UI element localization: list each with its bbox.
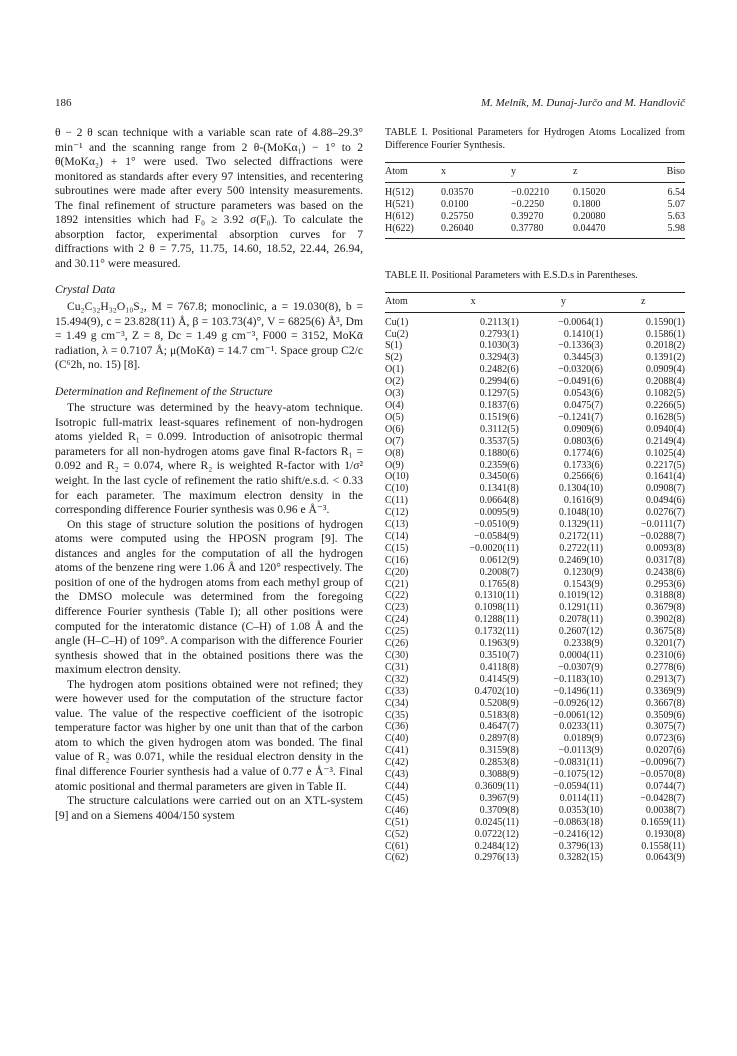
table2-cell: −0.0570(8) xyxy=(640,769,685,781)
table2-cell: 0.0803(6) xyxy=(563,435,603,447)
table2-cell: −0.0831(11) xyxy=(553,757,603,769)
table2-row xyxy=(385,638,685,650)
table2-cell: C(21) xyxy=(385,578,409,590)
table2-cell: 0.1329(11) xyxy=(559,519,603,531)
table2-cell: C(36) xyxy=(385,721,409,733)
table2-cell: C(24) xyxy=(385,614,409,626)
table1-cell: 0.04470 xyxy=(573,222,606,234)
table1-row xyxy=(385,199,685,211)
table2-cell: 0.1765(8) xyxy=(479,578,519,590)
table2-cell: 0.1291(11) xyxy=(559,602,603,614)
table2-cell: 0.2793(1) xyxy=(479,328,519,340)
table2-cell: 0.2172(11) xyxy=(559,530,603,542)
table2-cell: 0.1288(11) xyxy=(475,614,519,626)
table2-cell: 0.1048(10) xyxy=(558,507,603,519)
table2-row xyxy=(385,460,685,472)
table2-row xyxy=(385,674,685,686)
table2-cell: 0.2853(8) xyxy=(479,757,519,769)
table2-row xyxy=(385,757,685,769)
table2-cell: 0.0093(8) xyxy=(645,542,685,554)
table2-row xyxy=(385,555,685,567)
table2-cell: 0.0643(9) xyxy=(645,852,685,864)
table2-header-x: x xyxy=(443,292,527,312)
table2-cell: 0.2994(6) xyxy=(479,376,519,388)
table2-row xyxy=(385,626,685,638)
table1-cell: H(622) xyxy=(385,222,414,234)
table2-cell: S(2) xyxy=(385,352,403,364)
table1-cell: −0.2250 xyxy=(511,198,545,210)
table2-cell: 0.2008(7) xyxy=(479,566,519,578)
table2-cell: 0.0543(6) xyxy=(563,388,603,400)
table2-cell: 0.4145(9) xyxy=(479,673,519,685)
table2-cell: C(22) xyxy=(385,590,409,602)
table2-cell: 0.3159(8) xyxy=(479,745,519,757)
table2-cell: 0.4647(7) xyxy=(479,721,519,733)
table2-row xyxy=(385,448,685,460)
table2-cell: −0.0320(6) xyxy=(558,364,603,376)
table2-cell: 0.2359(6) xyxy=(479,459,519,471)
table2-cell: 0.2078(11) xyxy=(559,614,603,626)
table2-cell: −0.1241(7) xyxy=(558,411,603,423)
table2-cell: 0.2338(9) xyxy=(563,638,603,650)
table2-row xyxy=(385,312,685,328)
paragraph-crystal-data: Cu₂C₃₂H₃₂O₁₀S₂, M = 767.8; monoclinic, a = 19.030(8), b = 15.494(9), c = 23.828(11) Å, β = 103.73(4)°, V = 6825(6) Å³, Dm = 1.49 g cm⁻³, Z = 8, Dc = 1.49 g cm⁻³, F000 = 3152, MoKᾱ radiation, λ = 0.7107 Å; μ(MoKᾱ) = 14.7 cm⁻¹. Space group C2/c (C⁶2h, no. 15) [8]. xyxy=(55,300,363,372)
table2-cell: −0.1183(10) xyxy=(553,673,603,685)
table2-cell: −0.0064(1) xyxy=(558,316,603,328)
table2-cell: O(8) xyxy=(385,447,404,459)
table2-cell: −0.0428(7) xyxy=(640,792,685,804)
table2-cell: −0.0061(12) xyxy=(553,709,603,721)
table2-cell: −0.0096(7) xyxy=(640,757,685,769)
table2-cell: C(25) xyxy=(385,626,409,638)
table2-cell: 0.1963(9) xyxy=(479,638,519,650)
table2-cell: C(62) xyxy=(385,852,409,864)
table2-cell: C(16) xyxy=(385,554,409,566)
table2-header-y: y xyxy=(527,292,611,312)
table2-row xyxy=(385,340,685,352)
table2-cell: 0.1774(6) xyxy=(563,447,603,459)
table2-cell: −0.2416(12) xyxy=(553,828,603,840)
table2-cell: 0.0207(6) xyxy=(645,745,685,757)
table2-cell: 0.0353(10) xyxy=(558,804,603,816)
table1-header-atom: Atom xyxy=(385,163,441,183)
table2-cell: 0.0114(11) xyxy=(559,792,603,804)
table2-cell: 0.3796(13) xyxy=(558,840,603,852)
table1-header-x: x xyxy=(441,163,511,183)
table2-cell: 0.1659(11) xyxy=(641,816,685,828)
table2-cell: 0.3075(7) xyxy=(645,721,685,733)
table2-cell: 0.3509(6) xyxy=(645,709,685,721)
table2-cell: −0.0307(9) xyxy=(558,661,603,673)
table2-row xyxy=(385,721,685,733)
table2-cell: 0.4118(8) xyxy=(480,661,519,673)
table2-cell: C(10) xyxy=(385,483,409,495)
table2-cell: 0.1641(4) xyxy=(645,471,685,483)
paragraph-determination-3: The hydrogen atom positions obtained were not refined; they were however used for the computation of the structure factor value. The value of the respective coefficient of the isotropic temperature factor was higher by one unit than that of the carbon atom to which the given hydrogen atom was bonded. The final value of R₂ was 0.071, while the residual electron density in the final difference Fourier synthesis had a value of 0.77 e Å⁻³. Final atomic positional and thermal parameters are given in Table II. xyxy=(55,677,363,793)
table2-cell: 0.2953(6) xyxy=(645,578,685,590)
table2-cell: 0.2018(2) xyxy=(645,340,685,352)
table2-cell: 0.2566(6) xyxy=(563,471,603,483)
table2-cell: 0.3188(8) xyxy=(645,590,685,602)
paragraph-determination-2: On this stage of structure solution the positions of hydrogen atoms were computed using the HPOSN program [9]. The distances and angles for the computation of all the hydrogen atoms of the benzene ring were 1.06 Å and 120° respectively. The position of one of the hydrogen atoms from each methyl group of the DMSO molecule was determined from the foregoing difference Fourier synthesis (Table I); all other positions were computed for the interatomic distance (C–H) of 1.08 Å and the angle (H–C–H) of 109°. A comparison with the difference Fourier synthesis showed that in the obtained positions there was the maximum electron density. xyxy=(55,517,363,677)
table2-cell: 0.0004(11) xyxy=(559,650,603,661)
table2-row xyxy=(385,364,685,376)
table2-cell: 0.1590(1) xyxy=(645,316,685,328)
table2-cell: 0.2438(6) xyxy=(645,566,685,578)
table2-row xyxy=(385,579,685,591)
table2-cell: 0.0664(8) xyxy=(479,495,519,507)
table2-cell: 0.5208(9) xyxy=(479,697,519,709)
table2-cell: C(30) xyxy=(385,650,409,661)
table2-cell: 0.0908(7) xyxy=(645,483,685,495)
table2-cell: C(33) xyxy=(385,685,409,697)
table2-row xyxy=(385,483,685,495)
table2-row xyxy=(385,817,685,829)
table2-cell: 0.0722(12) xyxy=(474,828,519,840)
table2-cell: −0.0491(6) xyxy=(558,376,603,388)
table2-cell: O(1) xyxy=(385,364,404,376)
table2-row xyxy=(385,436,685,448)
table2-row xyxy=(385,662,685,674)
table2-cell: −0.0288(7) xyxy=(640,530,685,542)
table2-cell: 0.1297(5) xyxy=(479,388,519,400)
table2-cell: 0.3369(9) xyxy=(645,685,685,697)
table2-cell: 0.1310(11) xyxy=(475,590,519,602)
table2-row xyxy=(385,614,685,626)
table2-cell: C(23) xyxy=(385,602,409,614)
table2-row xyxy=(385,543,685,555)
table2-row xyxy=(385,590,685,602)
table1-body xyxy=(385,183,685,239)
table2-cell: 0.0038(7) xyxy=(645,804,685,816)
table2-cell: 0.0233(11) xyxy=(559,721,603,733)
table2-row xyxy=(385,781,685,793)
table2-row xyxy=(385,352,685,364)
table2-cell: 0.1616(9) xyxy=(563,495,603,507)
table2-cell: C(52) xyxy=(385,828,409,840)
table2-cell: 0.1019(12) xyxy=(558,590,603,602)
table2-cell: 0.1025(4) xyxy=(645,447,685,459)
table2-cell: 0.3537(5) xyxy=(479,435,519,447)
table1-cell: H(612) xyxy=(385,210,414,222)
table1-cell: −0.02210 xyxy=(511,187,550,198)
heading-crystal-data: Crystal Data xyxy=(55,283,116,297)
table2-cell: 0.3450(6) xyxy=(479,471,519,483)
table2-cell: −0.0020(11) xyxy=(469,542,519,554)
table2-cell: 0.1586(1) xyxy=(645,328,685,340)
table2-cell: 0.1543(9) xyxy=(563,578,603,590)
table2-cell: −0.0111(7) xyxy=(640,519,685,531)
table2-cell: −0.1336(3) xyxy=(558,340,603,352)
table2-cell: 0.2469(10) xyxy=(558,554,603,566)
table2-cell: 0.2607(12) xyxy=(558,626,603,638)
table2-cell: −0.1496(11) xyxy=(553,685,603,697)
table2-row xyxy=(385,424,685,436)
running-head: M. Melník, M. Dunaj-Jurčo and M. Handlovič xyxy=(480,97,685,109)
table2-cell: S(1) xyxy=(385,340,403,352)
table2-header-row xyxy=(385,292,685,312)
table2-cell: 0.1391(2) xyxy=(645,352,685,364)
table2-cell: C(20) xyxy=(385,566,409,578)
table2-cell: 0.1098(11) xyxy=(475,602,519,614)
table2-cell: C(35) xyxy=(385,709,409,721)
table1-row xyxy=(385,211,685,223)
table2-cell: 0.3679(8) xyxy=(645,602,685,614)
table2-cell: O(6) xyxy=(385,423,404,435)
table2-cell: 0.0095(9) xyxy=(479,507,519,519)
table2-row xyxy=(385,329,685,341)
table2-row xyxy=(385,805,685,817)
table1-row xyxy=(385,223,685,238)
table2-row xyxy=(385,829,685,841)
table2-cell: 0.3667(8) xyxy=(645,697,685,709)
table2-row xyxy=(385,769,685,781)
table2-cell: 0.3709(8) xyxy=(479,804,519,816)
table2-row xyxy=(385,376,685,388)
table2-cell: 0.3294(3) xyxy=(479,352,519,364)
table2-row xyxy=(385,745,685,757)
table2-cell: C(42) xyxy=(385,757,409,769)
table1-cell: 0.26040 xyxy=(441,222,474,234)
table1-cell: 0.20080 xyxy=(573,210,606,222)
table2-cell: 0.3445(3) xyxy=(563,352,603,364)
table2-row xyxy=(385,519,685,531)
table2-cell: 0.0909(6) xyxy=(563,423,603,435)
table2-cell: 0.0494(6) xyxy=(645,495,685,507)
table2-cell: C(15) xyxy=(385,542,409,554)
table1-cell: 0.1800 xyxy=(573,198,601,210)
table2-cell: 0.3112(5) xyxy=(480,423,519,435)
table2-cell: C(12) xyxy=(385,507,409,519)
table1-cell: 5.98 xyxy=(667,222,685,234)
table2-cell: C(11) xyxy=(385,495,408,507)
table2-cell: 0.1341(8) xyxy=(479,483,519,495)
table2-row xyxy=(385,793,685,805)
table2-cell: 0.5183(8) xyxy=(479,709,519,721)
table2-cell: C(45) xyxy=(385,792,409,804)
table2-cell: −0.0510(9) xyxy=(474,519,519,531)
table2-cell: C(41) xyxy=(385,745,409,757)
table2-caption: TABLE II. Positional Parameters with E.S.D.s in Parentheses. xyxy=(385,269,638,281)
table2-cell: −0.0926(12) xyxy=(553,697,603,709)
table2-cell: 0.1410(1) xyxy=(563,328,603,340)
table2-row xyxy=(385,412,685,424)
table2-row xyxy=(385,602,685,614)
table2-cell: 0.3510(7) xyxy=(479,650,519,661)
table2-cell: 0.3282(15) xyxy=(558,852,603,864)
table2-cell: 0.1837(6) xyxy=(479,399,519,411)
table2-cell: 0.2482(6) xyxy=(479,364,519,376)
table2-cell: O(7) xyxy=(385,435,404,447)
table2-cell: 0.1732(11) xyxy=(475,626,519,638)
table2-cell: 0.1030(3) xyxy=(479,340,519,352)
table2-cell: O(2) xyxy=(385,376,404,388)
table2-header-z: z xyxy=(611,292,685,312)
paragraph-determination-1: The structure was determined by the heavy-atom technique. Isotropic full-matrix least-squares refinement of non-hydrogen atoms yielded R₁ = 0.099. Introduction of anisotropic thermal parameters for all non-hydrogen atoms gave final R-factors R₁ = 0.092 and R₂ = 0.074, where R₂ is weighted R-factor with 1/σ² weight. In the last cycle of refinement the ratio shift/e.s.d. < 0.33 for each parameter. The maximum electron density in the corresponding difference Fourier synthesis was 0.96 e Å⁻³. xyxy=(55,401,363,517)
table1-cell: 0.0100 xyxy=(441,198,469,210)
table1-cell: 0.03570 xyxy=(441,187,474,198)
table2-cell: 0.2113(1) xyxy=(480,316,519,328)
table2-row xyxy=(385,698,685,710)
table1-cell: H(521) xyxy=(385,198,414,210)
table1-cell: 5.07 xyxy=(667,198,685,210)
table2-cell: 0.4702(10) xyxy=(474,685,519,697)
paragraph-scan: θ − 2 θ scan technique with a variable scan rate of 4.88–29.3° min⁻¹ and the scanning range from 2 θ-(MoKα₁) − 1° to 2 θ(MoKα₂) + 1° were used. Two selected diffractions were monitored as standards after every 97 intensities, and recentering subroutines were made after every 500 intensity measurements. The final refinement of structure parameters was based on the 1892 intensities which had F₀ ≥ 3.92 σ(F₀). To calculate the absorption factor, experimental absorption curves for 7 diffractions with 2 θ = 7.75, 11.75, 14.60, 18.52, 22.44, 26.94, and 30.11° were measured. xyxy=(55,126,363,270)
table2-cell: 0.0276(7) xyxy=(645,507,685,519)
table2-row xyxy=(385,650,685,662)
table2-cell: 0.0909(4) xyxy=(645,364,685,376)
table2-cell: C(14) xyxy=(385,530,409,542)
table2-cell: 0.0723(6) xyxy=(645,733,685,745)
table2-cell: C(32) xyxy=(385,673,409,685)
table2-cell: C(40) xyxy=(385,733,409,745)
table1-cell: 0.25750 xyxy=(441,210,474,222)
table2-cell: −0.0863(18) xyxy=(553,816,603,828)
table2-cell: O(9) xyxy=(385,459,404,471)
table2-cell: 0.0245(11) xyxy=(475,816,519,828)
table1-cell: 0.15020 xyxy=(573,187,606,198)
table2-cell: 0.2976(13) xyxy=(474,852,519,864)
table2-cell: Cu(2) xyxy=(385,328,409,340)
table2-cell: O(5) xyxy=(385,411,404,423)
table2-cell: C(26) xyxy=(385,638,409,650)
table2-cell: 0.3675(8) xyxy=(645,626,685,638)
table2-cell: −0.0594(11) xyxy=(553,780,603,792)
table2-cell: 0.0744(7) xyxy=(645,780,685,792)
table2-cell: 0.2722(11) xyxy=(559,542,603,554)
table2-cell: 0.0189(9) xyxy=(563,733,603,745)
table1-caption: TABLE I. Positional Parameters for Hydrogen Atoms Localized from Difference Fourier Synthesis. xyxy=(385,127,685,151)
table2-cell: 0.2088(4) xyxy=(645,376,685,388)
table2-row xyxy=(385,852,685,867)
table2-cell: 0.0475(7) xyxy=(563,399,603,411)
table1-cell: H(512) xyxy=(385,187,414,198)
table2-cell: 0.1930(8) xyxy=(645,828,685,840)
table2-cell: C(44) xyxy=(385,780,409,792)
table1-cell: 5.63 xyxy=(667,210,685,222)
table2-row xyxy=(385,567,685,579)
table2-body xyxy=(385,312,685,867)
table2-cell: O(10) xyxy=(385,471,409,483)
table2-row xyxy=(385,400,685,412)
table2-row xyxy=(385,710,685,722)
table2-cell: 0.3967(9) xyxy=(479,792,519,804)
table2-row xyxy=(385,388,685,400)
table2-cell: 0.2484(12) xyxy=(474,840,519,852)
paragraph-determination-4: The structure calculations were carried out on an XTL-system [9] and on a Siemens 4004/150 system xyxy=(55,794,363,822)
table2-cell: C(13) xyxy=(385,519,409,531)
table1-cell: 0.39270 xyxy=(511,210,544,222)
table1-cell: 0.37780 xyxy=(511,222,544,234)
table2-cell: O(3) xyxy=(385,388,404,400)
table2-cell: 0.1304(10) xyxy=(558,483,603,495)
table2-row xyxy=(385,841,685,853)
table2-cell: 0.2149(4) xyxy=(645,435,685,447)
table2-row xyxy=(385,507,685,519)
table2-cell: 0.0612(9) xyxy=(479,554,519,566)
table2-cell: 0.0940(4) xyxy=(645,423,685,435)
table2-cell: 0.0317(8) xyxy=(645,554,685,566)
table2-cell: 0.2217(5) xyxy=(645,459,685,471)
table2-cell: −0.0584(9) xyxy=(474,530,519,542)
table1-header-y: y xyxy=(511,163,573,183)
table2-row xyxy=(385,733,685,745)
table2-cell: 0.2778(6) xyxy=(645,661,685,673)
table2-cell: 0.1230(9) xyxy=(563,566,603,578)
table2-cell: C(46) xyxy=(385,804,409,816)
table1-header-row xyxy=(385,163,685,183)
table1-row xyxy=(385,183,685,199)
table2-cell: 0.2913(7) xyxy=(645,673,685,685)
table1-cell: 6.54 xyxy=(667,187,685,198)
right-column xyxy=(385,126,685,867)
table2-cell: O(4) xyxy=(385,399,404,411)
table2-row xyxy=(385,686,685,698)
heading-determination: Determination and Refinement of the Structure xyxy=(55,384,273,398)
table2-cell: 0.3088(9) xyxy=(479,769,519,781)
table2-cell: 0.1628(5) xyxy=(645,411,685,423)
table2-cell: C(61) xyxy=(385,840,409,852)
table2-cell: 0.1082(5) xyxy=(645,388,685,400)
table2-cell: 0.3609(11) xyxy=(475,780,519,792)
left-column xyxy=(55,126,363,823)
table2-cell: 0.2266(5) xyxy=(645,399,685,411)
table2-cell: C(34) xyxy=(385,697,409,709)
table2-cell: 0.2897(8) xyxy=(479,733,519,745)
table2-cell: 0.2310(6) xyxy=(645,650,685,661)
table2-cell: 0.1558(11) xyxy=(641,840,685,852)
table2-cell: 0.1733(6) xyxy=(563,459,603,471)
table2-cell: 0.3902(8) xyxy=(645,614,685,626)
table2-row xyxy=(385,531,685,543)
table2-cell: C(51) xyxy=(385,816,409,828)
table2-cell: 0.3201(7) xyxy=(645,638,685,650)
page-number: 186 xyxy=(55,97,72,109)
table2-cell: C(31) xyxy=(385,661,409,673)
table2-cell: 0.1880(6) xyxy=(479,447,519,459)
table2-cell: −0.1075(12) xyxy=(553,769,603,781)
table1 xyxy=(385,162,685,239)
table1-header-z: z xyxy=(573,163,633,183)
table2-cell: Cu(1) xyxy=(385,316,409,328)
table2-cell: 0.1519(6) xyxy=(479,411,519,423)
table2 xyxy=(385,292,685,868)
table1-header-biso: Biso xyxy=(633,163,685,183)
table2-cell: −0.0113(9) xyxy=(558,745,603,757)
table2-row xyxy=(385,471,685,483)
table2-cell: C(43) xyxy=(385,769,409,781)
table2-row xyxy=(385,495,685,507)
table2-header-atom: Atom xyxy=(385,292,443,312)
